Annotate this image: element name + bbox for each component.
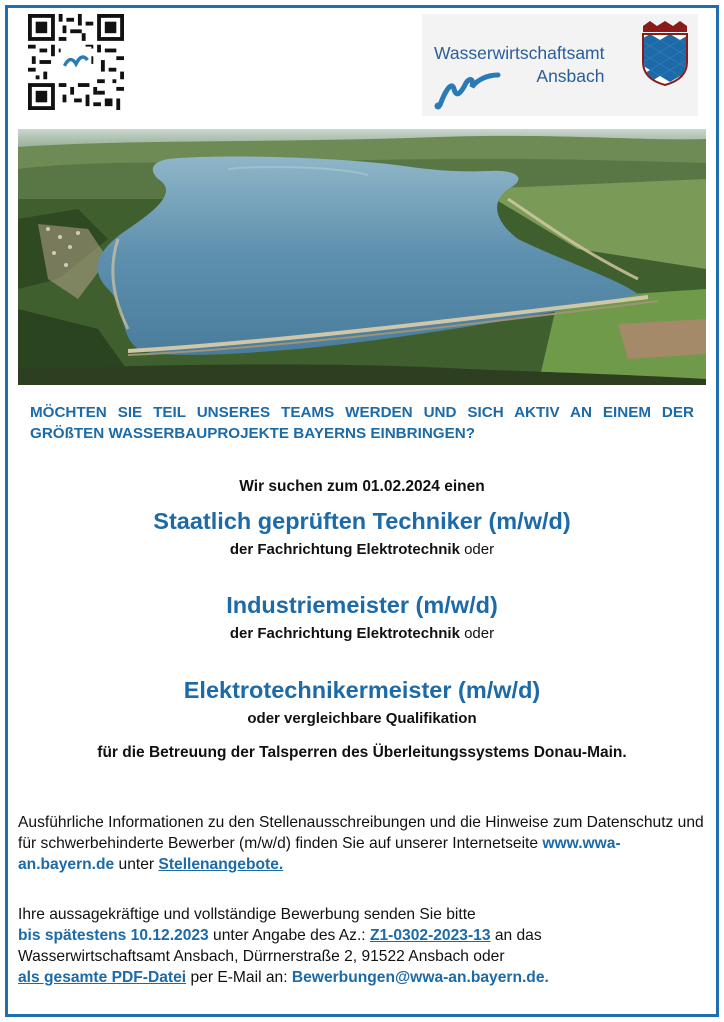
position-sub-3-bold: oder vergleichbare Qualifikation xyxy=(247,710,477,727)
logo-line1: Wasserwirtschaftsamt xyxy=(434,43,605,63)
swoosh-icon xyxy=(432,69,502,111)
position-sub-3 xyxy=(18,710,706,727)
search-line: Wir suchen zum 01.02.2024 einen xyxy=(239,478,485,495)
reference-number: Z1-0302-2023-13 xyxy=(369,927,491,944)
deadline: bis spätestens 10.12.2023 xyxy=(18,927,209,944)
position-sub-2-rest: oder xyxy=(459,625,495,642)
position-sub-1-rest: oder xyxy=(459,541,495,558)
position-sub-2-bold: der Fachrichtung Elektrotechnik xyxy=(229,625,460,642)
apply-mail-text: per E-Mail an: xyxy=(186,969,292,986)
bavarian-crest-icon xyxy=(640,20,690,86)
position-sub-2 xyxy=(18,625,706,642)
position-sub-1 xyxy=(18,541,706,558)
apply-address: Wasserwirtschaftsamt Ansbach, Dürrnerstraße 2, 91522 Ansbach oder xyxy=(18,948,505,965)
position-title-3: Elektrotechnikermeister (m/w/d) xyxy=(183,677,541,703)
website-link[interactable]: www.wwa-an.bayern.de xyxy=(18,835,621,873)
apply-line-2 xyxy=(18,925,706,946)
apply-az-text: unter Angabe des Az.: xyxy=(208,927,370,944)
agency-logo xyxy=(422,14,698,116)
qr-code[interactable] xyxy=(28,14,124,110)
job-offers-link[interactable]: Stellenangebote. xyxy=(158,856,284,873)
pdf-note: als gesamte PDF-Datei xyxy=(18,969,187,986)
position-title-1: Staatlich geprüften Techniker (m/w/d) xyxy=(153,508,571,534)
lake-aerial-photo xyxy=(18,129,706,385)
headline: MÖCHTEN SIE TEIL UNSERES TEAMS WERDEN UND SICH AKTIV AN EINEM DER GRÖßTEN WASSERBAUPROJEKTE BAYERNS EINBRINGEN? xyxy=(30,404,694,442)
info-text-1: Ausführliche Informationen zu den Stellenausschreibungen und die Hinweise zum Datenschutz und für schwerbehinderte Bewerber (m/w/d) finden Sie auf unserer Internetseite xyxy=(18,814,704,852)
purpose-line: für die Betreuung der Talsperren des Überleitungssystems Donau-Main. xyxy=(97,744,627,761)
apply-line-4 xyxy=(18,967,706,988)
position-title-2: Industriemeister (m/w/d) xyxy=(226,592,498,618)
apply-line-1: Ihre aussagekräftige und vollständige Bewerbung senden Sie bitte xyxy=(18,906,476,923)
apply-to-text: an das xyxy=(490,927,542,944)
logo-line2: Ansbach xyxy=(536,66,605,86)
info-text-2: unter xyxy=(114,856,159,873)
position-sub-1-bold: der Fachrichtung Elektrotechnik xyxy=(229,541,460,558)
apply-paragraph xyxy=(18,904,706,988)
info-paragraph xyxy=(18,812,706,875)
email-link[interactable]: Bewerbungen@wwa-an.bayern.de. xyxy=(291,969,549,986)
